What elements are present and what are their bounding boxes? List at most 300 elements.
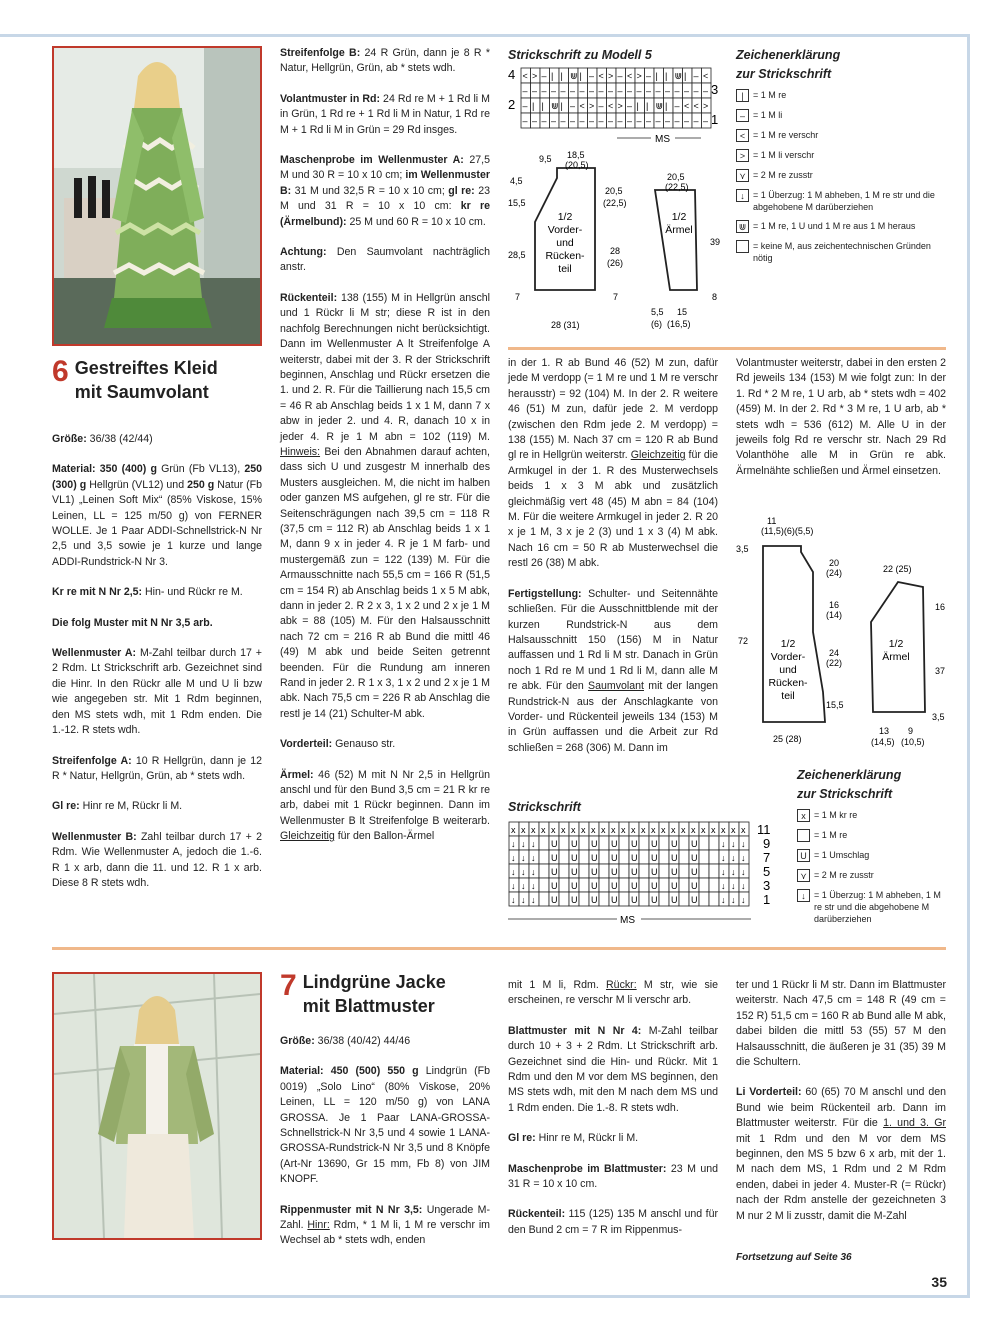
chart2-cell: [559, 850, 569, 864]
legend-symbol-icon: [797, 829, 810, 842]
chart2-cell-symbol: U: [591, 853, 598, 863]
legend-symbol-icon: |: [736, 89, 749, 102]
chart2-cell: [679, 850, 689, 864]
chart1-cell-symbol: –: [693, 116, 699, 126]
legend-row: [797, 849, 947, 862]
model6-column-2: [280, 46, 490, 860]
chart1-cell-symbol: –: [522, 86, 528, 96]
chart2-cell-symbol: x: [721, 825, 726, 835]
chart2-cell: [599, 850, 609, 864]
chart1-cell-symbol: –: [684, 116, 690, 126]
chart2-cell: [559, 864, 569, 878]
chart1-cell-symbol: –: [674, 86, 680, 96]
chart2-cell: [699, 864, 709, 878]
chart1-cell-symbol: <: [627, 71, 633, 81]
chart2-cell-symbol: ↓: [531, 895, 536, 905]
chart2-cell: [599, 892, 609, 906]
chart2-cell: [599, 864, 609, 878]
chart1-cell-symbol: –: [532, 116, 538, 126]
schematic2-dim-a: 3,5: [736, 544, 749, 554]
chart2-cell-symbol: ↓: [511, 853, 516, 863]
chart2-cell-symbol: U: [611, 867, 618, 877]
chart1-cell-symbol: –: [627, 116, 633, 126]
chart1-cell-symbol: >: [636, 71, 642, 81]
legend-row: [797, 809, 947, 822]
chart1-cell-symbol: –: [560, 116, 566, 126]
chart2-cell-symbol: ↓: [721, 853, 726, 863]
chart2-cell: [539, 864, 549, 878]
chart2-cell-symbol: U: [551, 881, 558, 891]
chart1-cell-symbol: –: [522, 101, 528, 111]
chart2-cell-symbol: U: [651, 853, 658, 863]
model6-photo: [52, 46, 262, 346]
chart2-cell-symbol: U: [631, 839, 638, 849]
model6-column-1: [52, 432, 262, 906]
model6-column-3: [508, 356, 718, 771]
paragraph: Gl re: Hinr re M, Rückr li M.: [52, 800, 183, 813]
schematic1-dim-l: 7: [613, 292, 619, 302]
schematic1-dim-j: (26): [607, 258, 624, 268]
legend-symbol-icon: ↓: [736, 189, 749, 202]
chart2-cell: [559, 892, 569, 906]
legend-text: = 1 M li: [753, 110, 783, 120]
legend2-title-1: Zeichenerklärung: [797, 768, 902, 782]
chart2-cell-symbol: x: [551, 825, 556, 835]
legend-symbol-icon: >: [736, 149, 749, 162]
chart2-cell-symbol: U: [611, 853, 618, 863]
chart1-cell-symbol: –: [598, 101, 604, 111]
chart1-cell-symbol: |: [560, 101, 563, 111]
legend-row: [736, 149, 936, 162]
chart1-cell-symbol: –: [589, 71, 595, 81]
chart1-cell-symbol: –: [617, 86, 623, 96]
schematic2-dim-k: 22 (25): [883, 564, 912, 574]
chart2-ms-label: MS: [620, 915, 635, 926]
legend-text: = 1 M re: [753, 90, 787, 100]
chart2-cell-symbol: ↓: [731, 839, 736, 849]
chart2-cell: [539, 836, 549, 850]
paragraph: Achtung: Den Saumvolant nachträglich anstr.: [280, 246, 490, 274]
chart2-cell-symbol: ↓: [741, 839, 746, 849]
chart2-cell-symbol: x: [681, 825, 686, 835]
chart2-cell: [559, 836, 569, 850]
chart2-cell-symbol: ↓: [741, 881, 746, 891]
chart2-cell: [599, 836, 609, 850]
chart1-cell-symbol: –: [589, 86, 595, 96]
chart1-cell-symbol: >: [617, 101, 623, 111]
chart1-cell-symbol: <: [703, 71, 709, 81]
chart1-cell-symbol: –: [551, 86, 557, 96]
legend-row: [736, 109, 936, 122]
model7-column-2: [280, 1034, 490, 1264]
chart2-cell: [659, 836, 669, 850]
chart2-cell-symbol: U: [631, 881, 638, 891]
model7-title-line1: Lindgrüne Jacke: [302, 972, 446, 992]
legend2-title-2: zur Strickschrift: [797, 787, 893, 801]
schematic1-dim-k: 7: [515, 292, 521, 302]
chart2-cell: [639, 892, 649, 906]
schematic2-dim-o: 13: [879, 726, 890, 736]
schematic2-dim-j: 25 (28): [773, 734, 802, 744]
legend-row: [736, 189, 936, 213]
legend-symbol-icon: ⋎: [736, 169, 749, 182]
chart1-cell-symbol: –: [636, 86, 642, 96]
chart2-row-9: 9: [763, 836, 771, 851]
legend-symbol-icon: ⋓: [736, 220, 749, 233]
chart1-cell-symbol: –: [541, 71, 547, 81]
chart2-cell: [639, 836, 649, 850]
chart1-cell-symbol: –: [646, 116, 652, 126]
model7-number: 7: [280, 969, 297, 1002]
chart2-cell-symbol: ↓: [721, 867, 726, 877]
legend-symbol-icon: U: [797, 849, 810, 862]
chart1-title: Strickschrift zu Modell 5: [508, 48, 652, 62]
chart1-cell-symbol: –: [541, 86, 547, 96]
chart2-cell-symbol: ↓: [741, 895, 746, 905]
chart2-cell-symbol: ↓: [741, 853, 746, 863]
chart2-cell-symbol: x: [541, 825, 546, 835]
paragraph: Material: 450 (500) 550 g Lindgrün (Fb 0019) „Solo Lino“ (80% Viskose, 20% Leinen, LL = 120 m/50 g) von LANA GROSSA. Je 1 Paar LANA-GROSSA-Schnellstrick-N Nr 3,5 und 4 sowie 1 LANA-GROSSA-Rundstrick-N Nr 3,5 und 8 Knöpfe (Art-Nr 13690, Gr 15 mm, Fb 8) von JIM KNOPF.: [280, 1065, 490, 1186]
chart2-cell: [539, 878, 549, 892]
chart2-cell-symbol: U: [571, 867, 578, 877]
chart1-cell-symbol: >: [589, 101, 595, 111]
paragraph: Wellenmuster A: M-Zahl teilbar durch 17 + 2 Rdm. Lt Strickschrift arb. Gezeichnet sind die Hinr. In den Rückr alle M und U li bzw wie angegeben str. Mit 1 Rdm beginnen, den MS stets wdh, mit 1 Rdm enden. Die 1.-12. R stets wdh.: [52, 647, 262, 737]
schematic2-dim-d: 16: [829, 600, 840, 610]
chart1-cell-symbol: –: [703, 86, 709, 96]
chart2-cell: [639, 878, 649, 892]
chart2-cell-symbol: U: [551, 853, 558, 863]
chart2-cell: [709, 836, 719, 850]
chart2-cell-symbol: U: [591, 881, 598, 891]
chart1-cell-symbol: –: [655, 116, 661, 126]
chart2-cell-symbol: x: [651, 825, 656, 835]
legend-text: = 1 Überzug: 1 M abheben, 1 M re str und die abgehobene M darüberziehen: [753, 190, 935, 212]
chart1-row-1: 1: [711, 112, 719, 127]
chart2-cell-symbol: U: [691, 853, 698, 863]
chart2-cell-symbol: U: [631, 853, 638, 863]
chart2-cell: [679, 878, 689, 892]
chart2-cell: [619, 850, 629, 864]
paragraph: Streifenfolge B: 24 R Grün, dann je 8 R * Natur, Hellgrün, Grün, ab * stets wdh.: [280, 47, 491, 75]
chart1-cell-symbol: –: [665, 116, 671, 126]
chart1-row-2: 2: [508, 97, 516, 112]
chart2-cell: [699, 892, 709, 906]
chart2-cell-symbol: x: [631, 825, 636, 835]
chart2-cell: [709, 892, 719, 906]
legend-row: [797, 889, 947, 925]
chart2-cell-symbol: ↓: [521, 881, 526, 891]
chart1-cell-symbol: –: [627, 86, 633, 96]
legend-row: [736, 169, 936, 182]
paragraph: in der 1. R ab Bund 46 (52) M zun, dafür jede M verdopp (= 1 M re und 1 M re verschr herausstr) = 92 (104) M. In der 2. R weitere 46 (51) M zun, dafür jede 2. M verdopp (zwischen den Rdm jede 2. M verdopp) = 138 (155) M. Nach 37 cm = 120 R ab Bund gl re in Hellgrün weiterstr. Gleichzeitig für die Armkugel in der 1. R des Musterwechsels beids 1 x 3 M abk und zusätzlich gleichmäßig vert 48 (45) M abn = 84 (104) M. Für die weitere Armkugel in jeder 2. R 20 x je 1 M, 3 x je 2 (3) und 1 x 3 (4) M abk. Nach 16 cm = 50 R ab Musterwechsel die restl 26 (38) M abk.: [508, 357, 718, 570]
chart2-cell: [659, 892, 669, 906]
chart1-cell-symbol: –: [617, 116, 623, 126]
chart2-cell-symbol: x: [581, 825, 586, 835]
paragraph: Die folg Muster mit N Nr 3,5 arb.: [52, 616, 213, 629]
schematic2-dim-i: 15,5: [826, 700, 844, 710]
schematic2-dim-e: (14): [826, 610, 843, 620]
chart1-cell-symbol: <: [579, 101, 585, 111]
chart1-cell-symbol: –: [693, 71, 699, 81]
rule-2: [52, 947, 946, 950]
chart2-cell: [659, 864, 669, 878]
chart1-cell-symbol: |: [541, 101, 544, 111]
chart2-cell: [659, 850, 669, 864]
legend-text: = 1 M kr re: [814, 810, 858, 820]
chart1-cell-symbol: –: [627, 101, 633, 111]
chart1-row-4: 4: [508, 67, 516, 82]
legend-text: = 1 Umschlag: [814, 850, 870, 860]
chart1-cell-symbol: ⋓: [674, 71, 683, 81]
chart2-cell-symbol: U: [651, 839, 658, 849]
model6-title: [52, 356, 272, 404]
chart2-cell: [559, 878, 569, 892]
chart2-cell: [619, 836, 629, 850]
chart1-cell-symbol: –: [665, 86, 671, 96]
chart2-cell-symbol: U: [651, 881, 658, 891]
paragraph: Rippenmuster mit N Nr 3,5: Ungerade M-Zahl. Hinr: Rdm, * 1 M li, 1 M re verschr im Wechsel ab * stets wdh, enden: [280, 1203, 490, 1247]
chart2-cell-symbol: ↓: [721, 881, 726, 891]
legend-text: = 1 M re, 1 U und 1 M re aus 1 M heraus: [753, 221, 916, 231]
chart2-row-7: 7: [763, 850, 771, 865]
schematic2-dim-top: 11: [767, 516, 777, 526]
chart2-cell: [619, 892, 629, 906]
chart2-cell: [579, 878, 589, 892]
chart2-cell-symbol: ↓: [731, 853, 736, 863]
chart2-cell-symbol: U: [551, 867, 558, 877]
chart2-cell-symbol: U: [691, 881, 698, 891]
legend-text: = 1 M li verschr: [753, 150, 815, 160]
paragraph: Maschenprobe im Blattmuster: 23 M und 31 R = 10 x 10 cm.: [508, 1162, 719, 1191]
chart1-cell-symbol: –: [646, 71, 652, 81]
chart2-cell-symbol: U: [671, 853, 678, 863]
chart1-cell-symbol: |: [646, 101, 649, 111]
paragraph: Wellenmuster B: Zahl teilbar durch 17 + 2 Rdm. Wie Wellenmuster A, jedoch die 1.-6. R 1 x arb, dann die 11. und 12. R 1 x arb. Diese 8 R stets wdh.: [52, 830, 262, 889]
chart1-cell-symbol: –: [598, 116, 604, 126]
legend-symbol-icon: <: [736, 129, 749, 142]
chart1-cell-symbol: |: [532, 101, 535, 111]
chart1-cell-symbol: <: [608, 101, 614, 111]
schematic2-dim-n: 3,5: [932, 712, 945, 722]
chart2-cell: [619, 864, 629, 878]
chart2-cell-symbol: x: [601, 825, 606, 835]
chart2-cell-symbol: U: [691, 867, 698, 877]
chart1-cell-symbol: –: [646, 86, 652, 96]
schematic2-dim-q: (14,5): [871, 737, 895, 747]
chart2-cell: [639, 864, 649, 878]
chart1-cell-symbol: –: [570, 86, 576, 96]
chart2-row-5: 5: [763, 864, 771, 879]
chart1-cell-symbol: –: [703, 116, 709, 126]
legend1: [736, 89, 936, 271]
chart2-cell: [579, 836, 589, 850]
chart2-cell-symbol: ↓: [531, 867, 536, 877]
chart1-cell-symbol: |: [579, 71, 582, 81]
chart2-cell-symbol: ↓: [521, 895, 526, 905]
legend-text: = 2 M re zusstr: [814, 870, 874, 880]
chart2-cell-symbol: x: [621, 825, 626, 835]
chart2-cell-symbol: U: [551, 839, 558, 849]
chart1-cell-symbol: –: [674, 101, 680, 111]
chart2-cell: [539, 850, 549, 864]
chart2-cell: [619, 878, 629, 892]
chart1-cell-symbol: –: [608, 116, 614, 126]
chart2-cell: [679, 864, 689, 878]
chart2-cell-symbol: U: [591, 839, 598, 849]
paragraph: Volantmuster in Rd: 24 Rd re M + 1 Rd li M in Grün, 1 Rd re + 1 Rd li M in Natur, 1 Rd re M + 1 Rd li M in Grün = 29 Rd insges.: [280, 92, 490, 136]
chart2-cell: [659, 878, 669, 892]
chart1-cell-symbol: –: [579, 86, 585, 96]
chart2-cell-symbol: U: [691, 839, 698, 849]
chart2-cell-symbol: x: [701, 825, 706, 835]
chart2-cell: [599, 878, 609, 892]
chart1-cell-symbol: –: [598, 86, 604, 96]
paragraph: Volantmuster weiterstr, dabei in den ersten 2 Rd jeweils 134 (153) M wie folgt zun: In der 1. Rd * 2 M re, 1 U arb, ab * stets wdh = 402 (459) M. In der 2. Rd * 3 M re, 1 U arb, ab * stets wdh = 536 (612) M. Alle U in der jeweils folg Rd re verschr str. Nach 29 Rd Volanthöhe alle M in Grün re abk. Ärmelnähte schließen und Ärmel einsetzen.: [736, 357, 946, 477]
schematic2-dim-l: 16: [935, 602, 946, 612]
model7-title-line2: mit Blattmuster: [302, 996, 435, 1016]
chart1-cell-symbol: ⋓: [655, 101, 664, 111]
chart1-cell-symbol: –: [560, 86, 566, 96]
chart1-cell-symbol: |: [684, 71, 687, 81]
legend1-title-2: zur Strickschrift: [736, 67, 832, 81]
chart1-cell-symbol: >: [703, 101, 709, 111]
chart2-cell-symbol: ↓: [741, 867, 746, 877]
chart2-cell: [579, 892, 589, 906]
chart2-cell-symbol: ↓: [531, 853, 536, 863]
chart1-cell-symbol: –: [522, 116, 528, 126]
chart1-cell-symbol: –: [532, 86, 538, 96]
chart2-cell-symbol: x: [661, 825, 666, 835]
schematic1-dim-n: 20,5: [667, 172, 685, 182]
paragraph: Kr re mit N Nr 2,5: Hin- und Rückr re M.: [52, 586, 243, 599]
chart1-ms-label: MS: [655, 134, 670, 145]
schematic1-front-label: 1/2 Vorder-und Rücken-teil: [545, 211, 585, 275]
chart1-cell-symbol: –: [570, 116, 576, 126]
chart2-cell: [709, 878, 719, 892]
chart2-grid: [505, 820, 785, 930]
schematic2-dim-r: (10,5): [901, 737, 925, 747]
schematic2-dim-b: 20: [829, 558, 840, 568]
chart2-cell-symbol: U: [611, 895, 618, 905]
chart1-cell-symbol: –: [617, 71, 623, 81]
chart2-cell-symbol: U: [571, 895, 578, 905]
chart2-cell-symbol: ↓: [531, 839, 536, 849]
chart2-cell-symbol: x: [711, 825, 716, 835]
chart1-cell-symbol: ⋓: [551, 101, 559, 111]
chart1-cell-symbol: |: [551, 71, 554, 81]
chart1-cell-symbol: –: [608, 86, 614, 96]
chart2-cell: [579, 850, 589, 864]
chart1-cell-symbol: –: [693, 86, 699, 96]
chart2-cell-symbol: U: [631, 867, 638, 877]
chart1-cell-symbol: –: [589, 116, 595, 126]
chart2-cell-symbol: U: [591, 895, 598, 905]
legend-row: [736, 129, 936, 142]
chart2-cell: [539, 892, 549, 906]
chart2-cell-symbol: x: [561, 825, 566, 835]
chart2-cell-symbol: U: [611, 881, 618, 891]
chart2-row-3: 3: [763, 878, 771, 893]
legend-row: [797, 869, 947, 882]
chart1-cell-symbol: <: [598, 71, 604, 81]
chart2-cell: [579, 864, 589, 878]
schematic1-dim-d: 4,5: [510, 176, 523, 186]
model7-title: [280, 970, 500, 1018]
chart2-cell-symbol: x: [531, 825, 536, 835]
chart2-cell-symbol: U: [591, 867, 598, 877]
chart2-cell: [679, 892, 689, 906]
paragraph: Maschenprobe im Wellenmuster A: 27,5 M und 30 R = 10 x 10 cm; im Wellenmuster B: 31 M und 32,5 R = 10 x 10 cm; gl re: 23 M und 31 R = 10 x 10 cm: kr re (Ärmelbund): 25 M und 60 R = 10 x 10 cm.: [280, 154, 491, 228]
chart2-cell-symbol: x: [611, 825, 616, 835]
chart1-cell-symbol: –: [674, 116, 680, 126]
chart2-cell-symbol: U: [571, 839, 578, 849]
schematic1-dim-m: 28 (31): [551, 320, 580, 330]
paragraph: Größe: 36/38 (42/44): [52, 433, 153, 445]
schematic1-dim-o: (22,5): [665, 182, 689, 192]
chart2-cell-symbol: x: [591, 825, 596, 835]
paragraph: Größe: 36/38 (40/42) 44/46: [280, 1035, 411, 1047]
chart2-cell-symbol: ↓: [731, 895, 736, 905]
schematic1-dim-u: (16,5): [667, 319, 691, 329]
chart2-cell-symbol: x: [741, 825, 746, 835]
legend-symbol-icon: x: [797, 809, 810, 822]
schematic1-dim-p: 39: [710, 237, 721, 247]
chart2-cell-symbol: ↓: [521, 867, 526, 877]
chart1-cell-symbol: ⋓: [570, 71, 578, 81]
model6-column-4: [736, 356, 946, 494]
chart1-cell-symbol: –: [579, 116, 585, 126]
chart1-cell-symbol: <: [522, 71, 528, 81]
chart2-cell-symbol: U: [671, 867, 678, 877]
paragraph: ter und 1 Rückr li M str. Dann im Blattmuster weiterstr. Nach 47,5 cm = 148 R (49 cm = 152 R) 51,5 cm = 160 R ab Bund alle M abk, dabei bilden die mittl 53 (55) 57 M den Halsausschnitt, die äußeren je 31 (35) 39 M die Schultern.: [736, 979, 946, 1069]
chart2-cell-symbol: U: [671, 881, 678, 891]
schematic2-dim-c: (24): [826, 568, 843, 578]
schematic1: [505, 150, 735, 336]
schematic2-dim-h: (22): [826, 658, 843, 668]
model6-number: 6: [52, 355, 69, 388]
paragraph: Rückenteil: 115 (125) 135 M anschl und für den Bund 2 cm = 7 R im Rippenmus-: [508, 1208, 718, 1236]
schematic1-dim-b: 18,5: [567, 150, 585, 160]
chart2-cell: [639, 850, 649, 864]
chart2-cell-symbol: ↓: [731, 881, 736, 891]
legend-symbol-icon: –: [736, 109, 749, 122]
schematic1-dim-t: (6): [651, 319, 662, 329]
legend2: [797, 809, 947, 932]
schematic1-dim-a: 9,5: [539, 154, 552, 164]
legend-text: = 1 M re: [814, 830, 848, 840]
chart2-cell-symbol: ↓: [731, 867, 736, 877]
schematic1-dim-s: 15: [677, 307, 688, 317]
schematic1-dim-q: 8: [712, 292, 718, 302]
chart1-cell-symbol: –: [541, 116, 547, 126]
legend-symbol-icon: ⋎: [797, 869, 810, 882]
chart2-title: Strickschrift: [508, 800, 581, 814]
schematic1-dim-g: (22,5): [603, 198, 627, 208]
chart1-cell-symbol: –: [655, 86, 661, 96]
model7-photo: [52, 972, 262, 1240]
schematic1-dim-c: (20,5): [565, 160, 589, 170]
chart1-cell-symbol: |: [655, 71, 658, 81]
paragraph: Vorderteil: Genauso str.: [280, 738, 396, 751]
chart2-cell: [679, 836, 689, 850]
chart2-cell-symbol: ↓: [511, 867, 516, 877]
chart2-row-1: 1: [763, 892, 771, 907]
chart2-cell-symbol: ↓: [521, 853, 526, 863]
chart2-cell-symbol: ↓: [511, 881, 516, 891]
legend-symbol-icon: ↓: [797, 889, 810, 902]
chart2-cell-symbol: U: [651, 867, 658, 877]
model6-title-line2: mit Saumvolant: [74, 382, 209, 402]
